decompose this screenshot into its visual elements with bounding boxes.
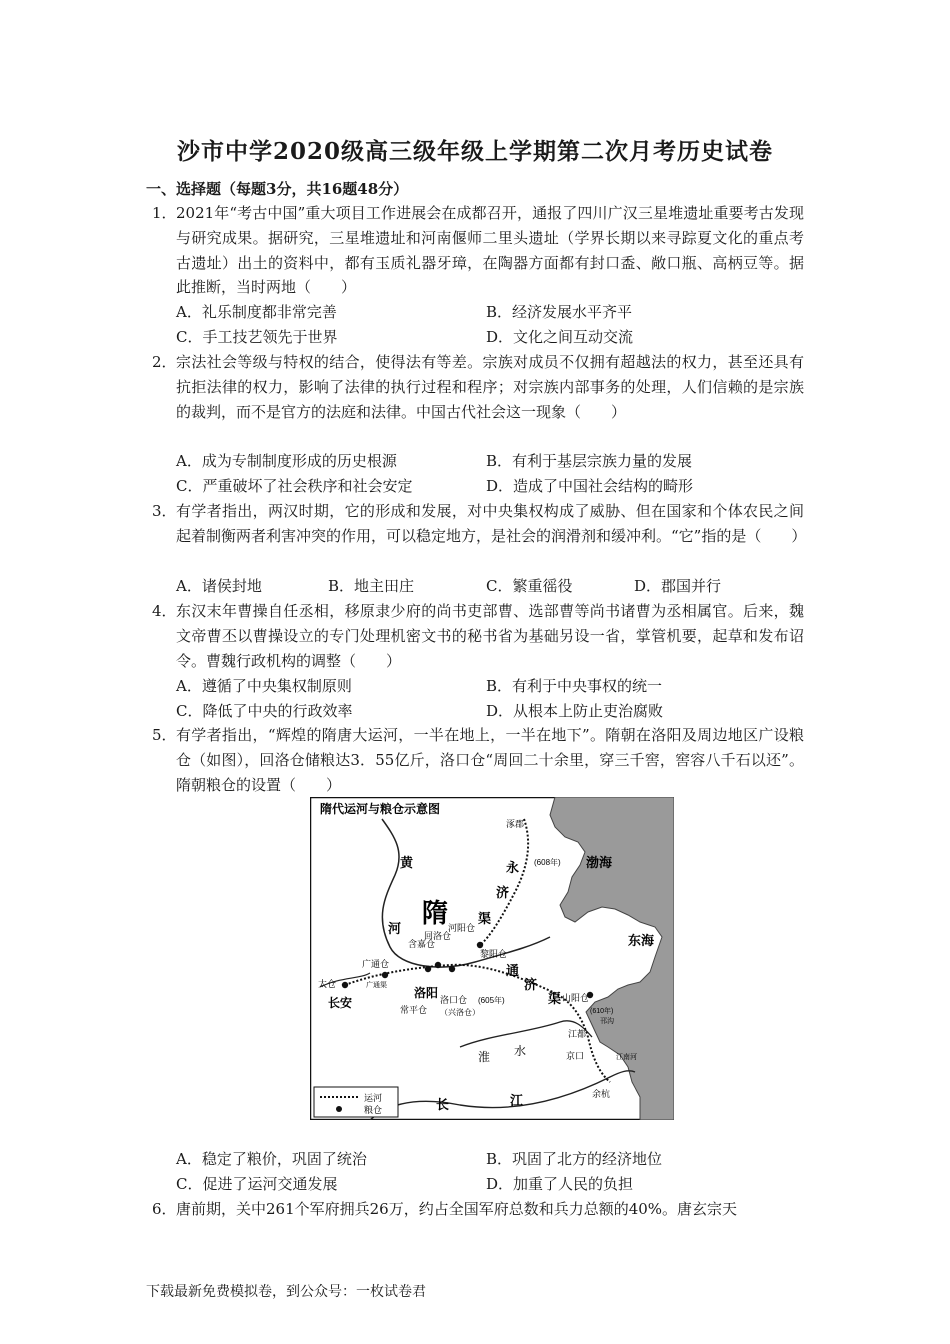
question-2 bbox=[152, 350, 804, 424]
map-label-shanyangcang: 山阳仓 bbox=[562, 993, 590, 1003]
map-label-jiangnanhe: 江南河 bbox=[616, 1054, 637, 1061]
question-4 bbox=[152, 599, 804, 673]
sui-canal-map bbox=[310, 797, 674, 1120]
map-label-sui: 隋 bbox=[422, 899, 449, 928]
map-label-tongji-1: 通 bbox=[506, 963, 520, 978]
map-label-shanyangdu: 邗沟 bbox=[600, 1018, 614, 1025]
map-label-he: 河 bbox=[388, 921, 402, 936]
map-label-guangtongqu: 广通渠 bbox=[366, 982, 387, 989]
question-number: 4． bbox=[152, 602, 177, 620]
question-text: 2021年“考古中国”重大项目工作进展会在成都召开，通报了四川广汉三星堆遗址重要考古发现与研究成果。据研究，三星堆遗址和河南偃师二里头遗址（学界长期以来寻踪夏文化的重点考古遗址）出土的资料中，都有玉质礼器牙璋，在陶器方面都有封口盉、敞口瓶、高柄豆等。据此推断，当时两地（ ） bbox=[176, 204, 804, 297]
map-label-changpingcang: 常平仓 bbox=[400, 1005, 428, 1015]
map-label-yongji-1: 永 bbox=[506, 860, 520, 875]
map-label-tongji-3: 渠 bbox=[548, 991, 562, 1006]
map-label-bohai: 渤海 bbox=[586, 855, 613, 870]
option-b: B．有利于中央事权的统一 bbox=[486, 677, 663, 695]
map-label-yuhang: 余杭 bbox=[592, 1089, 611, 1099]
map-label-jiang: 江 bbox=[510, 1093, 524, 1108]
map-title: 隋代运河与粮仓示意图 bbox=[320, 802, 441, 816]
question-number: 3． bbox=[152, 502, 177, 520]
map-label-tongji-2: 济 bbox=[524, 977, 538, 992]
map-label-yongji-3: 渠 bbox=[478, 911, 492, 926]
option-a: A．诸侯封地 bbox=[176, 577, 262, 595]
map-label-shui: 水 bbox=[514, 1044, 527, 1058]
question-number: 5． bbox=[152, 726, 177, 744]
question-text: 唐前期，关中261个军府拥兵26万，约占全国军府总数和兵力总额的40%。唐玄宗天 bbox=[176, 1200, 738, 1218]
option-d: D．造成了中国社会结构的畸形 bbox=[486, 477, 694, 495]
option-c: C．手工技艺领先于世界 bbox=[176, 328, 338, 346]
option-b: B．巩固了北方的经济地位 bbox=[486, 1150, 663, 1168]
page-title: 沙市中学2020级高三级年级上学期第二次月考历史试卷 bbox=[176, 138, 773, 165]
question-text: 东汉末年曹操自任丞相，移原隶少府的尚书吏部曹、选部曹等尚书诸曹为丞相属官。后来，魏文帝曹丕以曹操设立的专门处理机密文书的秘书省为基础另设一省，掌管机要，起草和发布诏令。曹魏行政机构的调整（ ） bbox=[176, 602, 804, 670]
question-6 bbox=[152, 1197, 804, 1222]
map-label-year605: (605年) bbox=[478, 996, 505, 1005]
legend-canal: 运河 bbox=[364, 1093, 383, 1103]
option-d: D．文化之间互动交流 bbox=[486, 328, 634, 346]
option-d: D．加重了人民的负担 bbox=[486, 1175, 634, 1193]
map-label-donghai: 东海 bbox=[628, 933, 655, 948]
question-text: 宗法社会等级与特权的结合，使得法有等差。宗族对成员不仅拥有超越法的权力，甚至还具有抗拒法律的权力，影响了法律的执行过程和程序；对宗族内部事务的处理，人们信赖的是宗族的裁判，而不是官方的法庭和法律。中国古代社会这一现象（ ） bbox=[176, 353, 804, 421]
option-b: B．有利于基层宗族力量的发展 bbox=[486, 452, 693, 470]
map-label-changan: 长安 bbox=[328, 996, 353, 1010]
map-legend bbox=[314, 1087, 398, 1117]
option-c: C．繁重徭役 bbox=[486, 577, 573, 595]
option-a: A．稳定了粮价，巩固了统治 bbox=[176, 1150, 367, 1168]
question-number: 2． bbox=[152, 353, 177, 371]
map-label-guangtongcang: 广通仓 bbox=[362, 959, 390, 969]
legend-granary: 粮仓 bbox=[364, 1105, 383, 1115]
option-c: C．促进了运河交通发展 bbox=[176, 1175, 338, 1193]
section-heading: 一、选择题（每题3分，共16题48分） bbox=[146, 180, 409, 198]
option-d: D．郡国并行 bbox=[634, 577, 722, 595]
map-label-luoyang: 洛阳 bbox=[414, 986, 439, 1000]
option-c: C．降低了中央的行政效率 bbox=[176, 702, 353, 720]
map-label-year608: (608年) bbox=[534, 858, 561, 867]
map-label-hanjiacang: 含嘉仓 bbox=[408, 939, 436, 949]
question-number: 6． bbox=[152, 1200, 177, 1218]
map-label-heyangcang: 河阳仓 bbox=[448, 923, 476, 933]
option-a: A．遵循了中央集权制原则 bbox=[176, 677, 352, 695]
option-c: C．严重破坏了社会秩序和社会安定 bbox=[176, 477, 413, 495]
question-5 bbox=[152, 723, 804, 797]
option-b: B．地主田庄 bbox=[328, 577, 415, 595]
map-label-xingluocang: （兴洛仓） bbox=[440, 1008, 480, 1017]
question-1 bbox=[152, 201, 804, 300]
question-3 bbox=[152, 499, 807, 549]
question-text: 有学者指出，“辉煌的隋唐大运河，一半在地上，一半在地下”。隋朝在洛阳及周边地区广设粮仓（如图），回洛仓储粮达3．55亿斤，洛口仓“周回二十余里，穿三千窖，窖容八千石以还”。隋朝粮仓的设置（ ） bbox=[176, 726, 804, 794]
option-a: A．成为专制制度形成的历史根源 bbox=[176, 452, 397, 470]
option-a: A．礼乐制度都非常完善 bbox=[176, 303, 337, 321]
option-b: B．经济发展水平齐平 bbox=[486, 303, 633, 321]
map-label-year610: (610年) bbox=[590, 1008, 614, 1015]
map-label-zhuojun: 涿郡 bbox=[506, 819, 525, 829]
question-text: 有学者指出，两汉时期，它的形成和发展，对中央集权构成了威胁、但在国家和个体农民之间起着制衡两者利害冲突的作用，可以稳定地方，是社会的润滑剂和缓冲利。“它”指的是（ ） bbox=[176, 502, 807, 545]
map-label-jiangdu: 江都 bbox=[568, 1029, 587, 1039]
map-label-chang: 长 bbox=[436, 1097, 450, 1112]
map-label-yongji-2: 济 bbox=[496, 885, 510, 900]
footer-note: 下载最新免费模拟卷，到公众号：一枚试卷君 bbox=[146, 1284, 426, 1300]
map-label-huang: 黄 bbox=[400, 855, 414, 870]
map-label-liyangcang: 黎阳仓 bbox=[480, 949, 508, 959]
map-label-luokoucang: 洛口仓 bbox=[440, 995, 468, 1005]
map-label-huiluocang: 回洛仓 bbox=[424, 931, 452, 941]
map-label-taicang: 太仓 bbox=[318, 979, 337, 989]
map-label-huai: 淮 bbox=[478, 1050, 491, 1064]
question-number: 1． bbox=[152, 204, 177, 222]
option-d: D．从根本上防止吏治腐败 bbox=[486, 702, 664, 720]
map-label-jingkou: 京口 bbox=[566, 1051, 585, 1061]
